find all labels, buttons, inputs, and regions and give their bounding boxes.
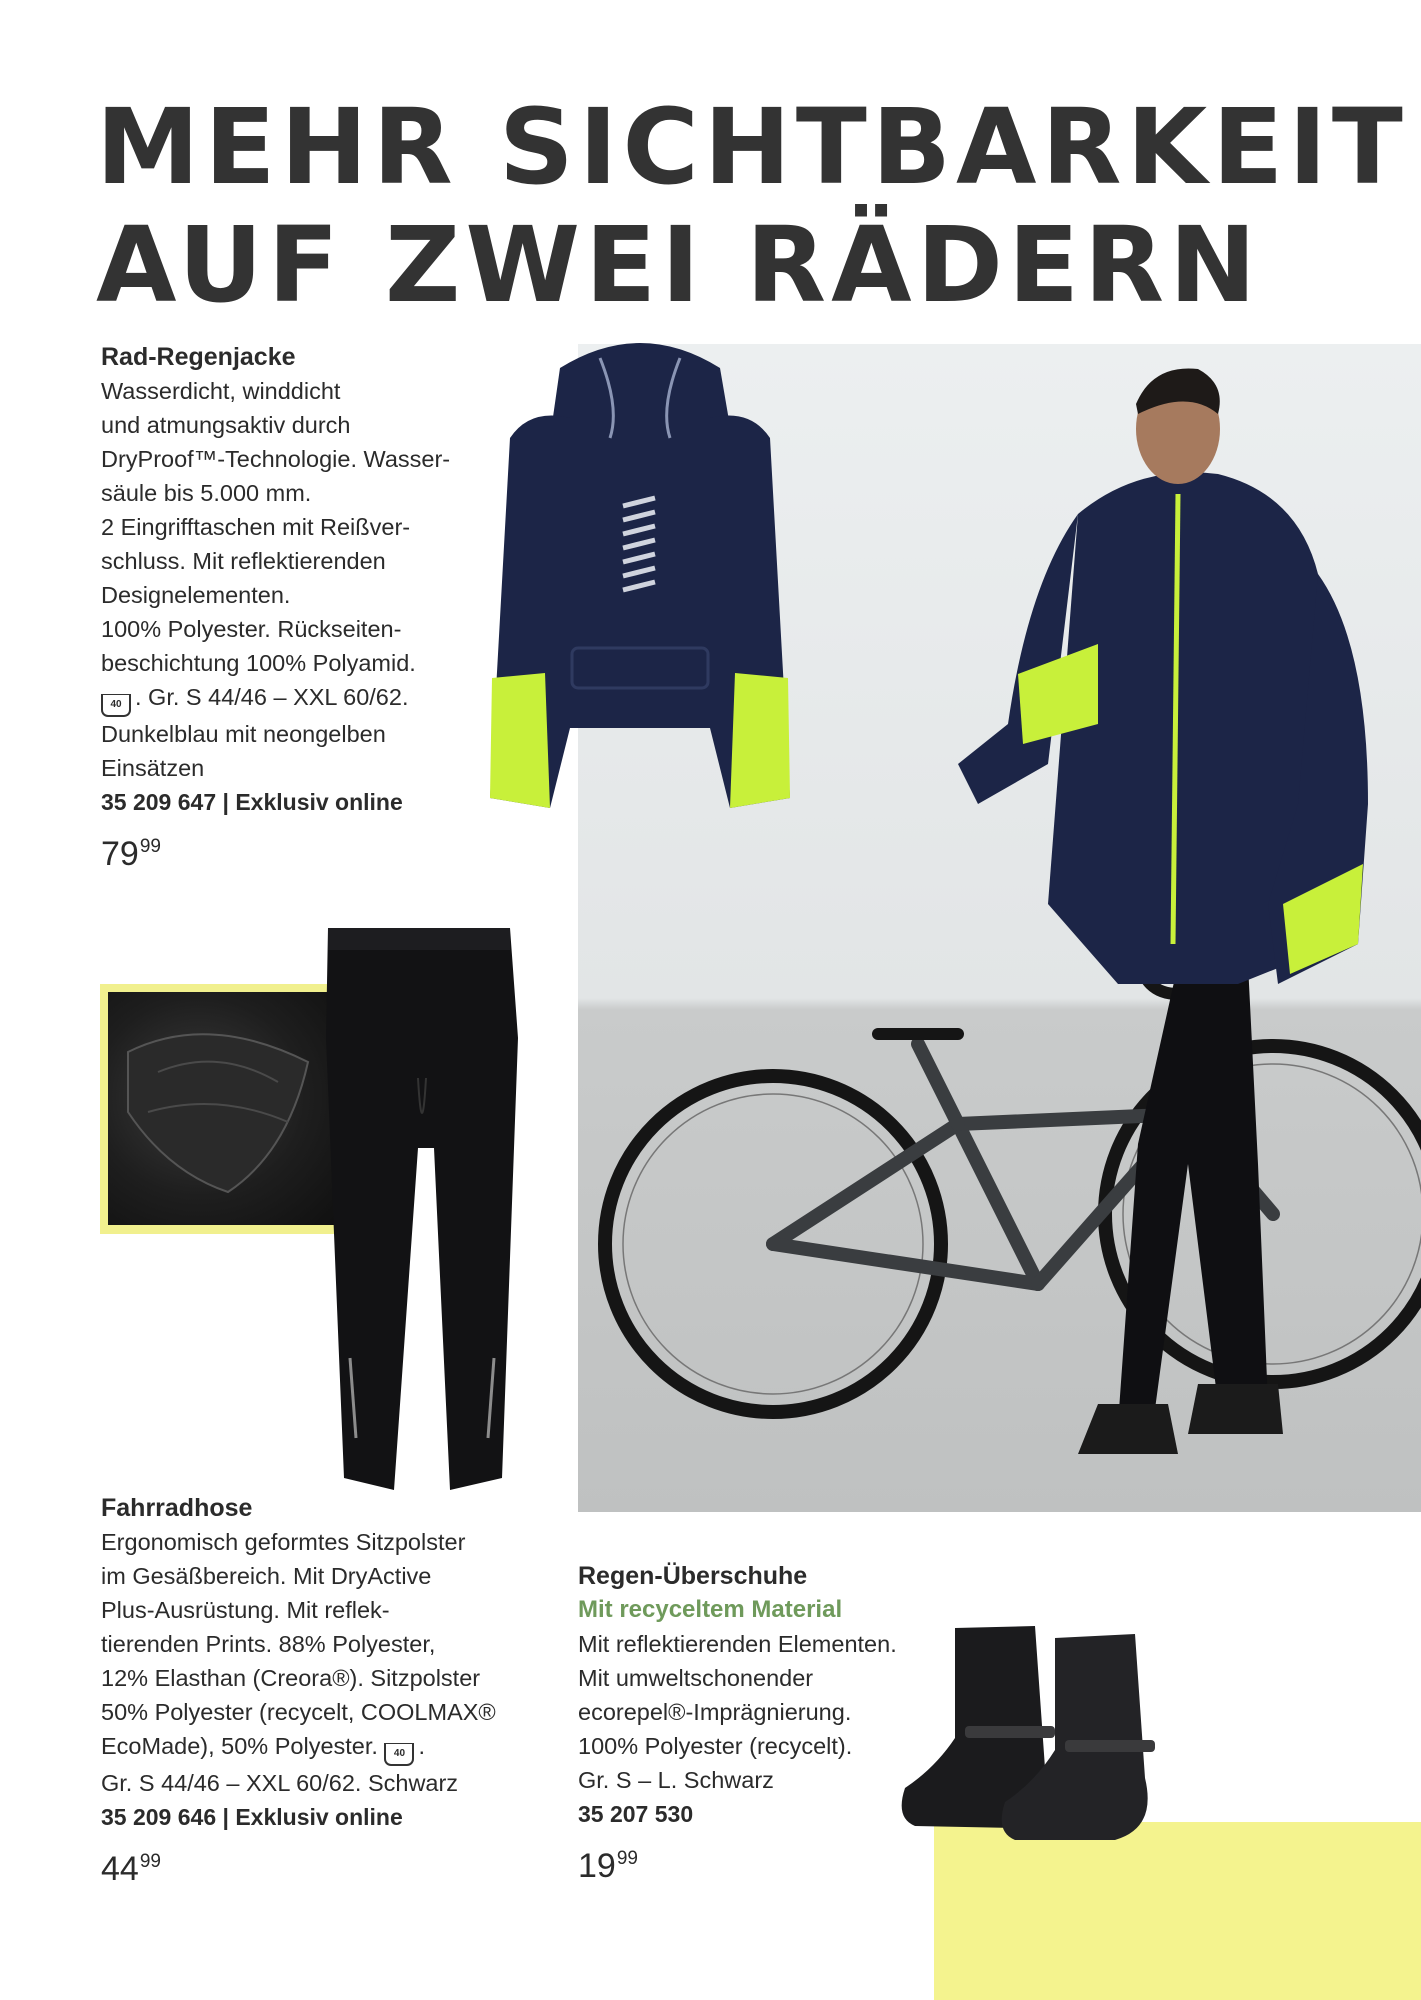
product-care: EcoMade), 50% Polyester. 40 .: [101, 1729, 541, 1766]
product-sizes: . Gr. S 44/46 – XXL 60/62.: [135, 684, 409, 710]
article-number: 35 209 647 | Exklusiv online: [101, 789, 403, 815]
price: [101, 825, 481, 876]
rider-shoe-right: [1188, 1384, 1283, 1434]
overshoes-image: [895, 1618, 1195, 1848]
product-title: Fahrradhose: [101, 1494, 253, 1522]
price-main: 19: [578, 1847, 616, 1885]
article-number: 35 207 530: [578, 1801, 694, 1827]
price-main: 79: [101, 835, 139, 873]
price-cents: 99: [139, 836, 161, 857]
yellow-accent-block: [934, 1822, 1421, 2000]
price-cents: 99: [139, 1851, 161, 1872]
product-sizes: Gr. S 44/46 – XXL 60/62. Schwarz: [101, 1770, 459, 1796]
jacket-cuff-left: [490, 673, 550, 808]
wash-40-icon: 40: [101, 694, 131, 717]
product-jacket: [101, 340, 481, 876]
jacket-image: [470, 328, 810, 818]
wash-40-icon: 40: [384, 1743, 414, 1766]
pants-image: [322, 918, 522, 1508]
pants-detail-inset: [100, 984, 350, 1234]
price: [578, 1837, 938, 1888]
headline: [96, 88, 1408, 324]
headline-line-1: MEHR SICHTBARKEIT: [96, 86, 1408, 208]
price-main: 44: [101, 1850, 139, 1888]
article-number: 35 209 646 | Exklusiv online: [101, 1804, 403, 1830]
price: [101, 1840, 541, 1891]
product-description: Ergonomisch geformtes Sitzpolster im Gesäßbereich. Mit DryActive Plus-Ausrüstung. Mit reflek- tierenden Prints. 88% Polyester, 12% Elasthan (Creora®). Sitzpolster 50% Polyester (recycelt, COOLMAX®: [101, 1529, 496, 1725]
product-pants: [101, 1491, 541, 1891]
product-care-sizes: [101, 680, 481, 717]
rider-shoe-left: [1078, 1404, 1178, 1454]
jacket-cuff-right: [730, 673, 790, 808]
product-overshoes: [578, 1559, 938, 1888]
price-cents: 99: [616, 1848, 638, 1869]
headline-line-2: AUF ZWEI RÄDERN: [96, 204, 1262, 326]
product-color: Dunkelblau mit neongelben Einsätzen: [101, 721, 386, 781]
product-title: Regen-Überschuhe: [578, 1562, 808, 1590]
product-subtitle: Mit recyceltem Material: [578, 1596, 843, 1623]
product-material: EcoMade), 50% Polyester.: [101, 1733, 378, 1759]
product-title: Rad-Regenjacke: [101, 343, 296, 371]
seat-pad-closeup: [108, 992, 336, 1225]
product-description: Mit reflektierenden Elementen. Mit umweltschonender ecorepel®-Imprägnierung. 100% Polyester (recycelt). Gr. S – L. Schwarz: [578, 1631, 897, 1793]
product-description: Wasserdicht, winddicht und atmungsaktiv durch DryProof™-Technologie. Wasser- säule bis 5.000 mm. 2 Eingrifftaschen mit Reißver- schluss. Mit reflektierenden Designelementen. 100% Polyester. Rückseiten- beschichtung 100% Polyamid.: [101, 378, 451, 676]
